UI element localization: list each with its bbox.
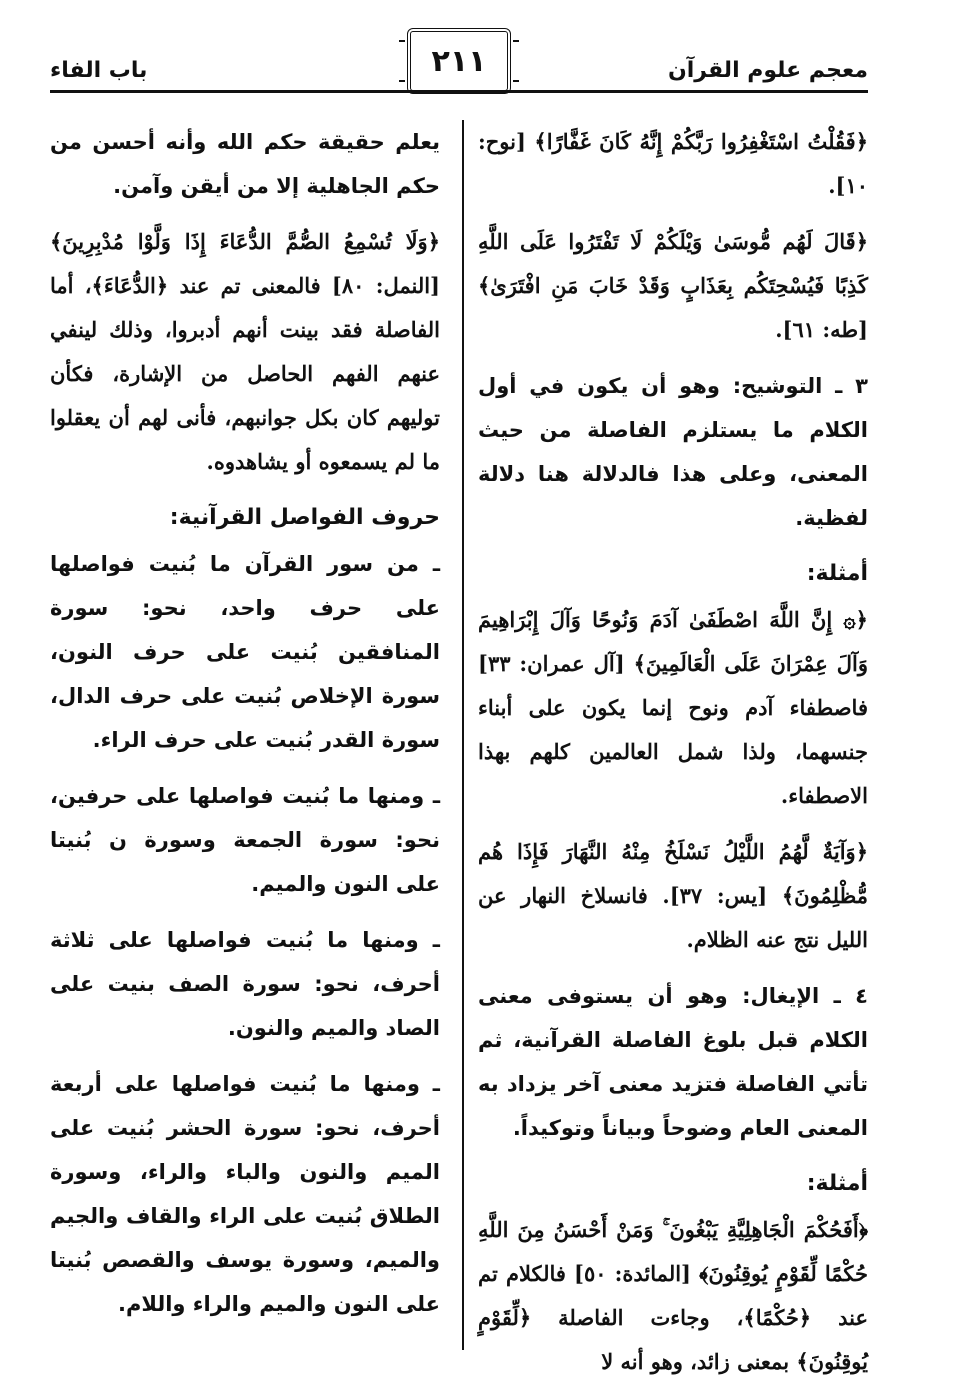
paragraph: يعلم حقيقة حكم الله وأنه أحسن من حكم الجاهلية إلا من أيقن وآمن. [50, 130, 440, 198]
chapter-title: باب الفاء [50, 58, 148, 83]
paragraph: ﴿۞ إِنَّ اللَّهَ اصْطَفَىٰ آدَمَ وَنُوحًا وَآلَ إِبْرَاهِيمَ وَآلَ عِمْرَانَ عَلَى الْعَالَمِينَ﴾ [آل عمران: ٣٣] فاصطفاء آدم ونوح إنما يكون على أبناء جنسهما، ولذا شمل العالمين كلهم بهذا الاصطفاء. [478, 607, 868, 808]
page-number: ٢١١ [407, 28, 511, 94]
book-title: معجم علوم القرآن [667, 58, 868, 83]
paragraph: ـ ومنها ما بُنيت فواصلها على ثلاثة أحرف، نحو: سورة الصف بنيت على الصاد والميم والنون. [50, 928, 440, 1040]
paragraph: ﴿فَقُلْتُ اسْتَغْفِرُوا رَبَّكُمْ إِنَّهُ كَانَ غَفَّارًا﴾ [نوح: ١٠]. [478, 129, 868, 198]
paragraph: ـ ومنها ما بُنيت فواصلها على أربعة أحرف، نحو: سورة الحشر بُنيت على الميم والنون والباء والراء، وسورة الطلاق بُنيت على الراء والقاف والجيم والميم، وسورة يوسف والقصص بُنيتا على النون والميم والراء واللام. [50, 1072, 440, 1316]
page-header [50, 28, 868, 92]
paragraph: ﴿قَالَ لَهُم مُّوسَىٰ وَيْلَكُمْ لَا تَفْتَرُوا عَلَى اللَّهِ كَذِبًا فَيُسْحِتَكُم بِعَذَابٍ وَقَدْ خَابَ مَنِ افْتَرَىٰ﴾ [طه: ٦١]. [478, 229, 868, 342]
text-columns [50, 120, 868, 1374]
section-heading: أمثلة: [806, 561, 868, 586]
paragraph: ﴿أَفَحُكْمَ الْجَاهِلِيَّةِ يَبْغُونَ ۚ وَمَنْ أَحْسَنُ مِنَ اللَّهِ حُكْمًا لِّقَوْمٍ يُوقِنُونَ﴾ [المائدة: ٥٠] فالكلام تم عند ﴿حُكْمًا﴾، وجاءت الفاصلة ﴿لِّقَوْمٍ يُوقِنُونَ﴾ بمعنى زائد، وهو أنه لا [478, 1217, 868, 1374]
left-column [50, 120, 440, 1338]
paragraph: ﴿وَلَا تُسْمِعُ الصُّمَّ الدُّعَاءَ إِذَا وَلَّوْا مُدْبِرِينَ﴾ [النمل: ٨٠] فالمعنى تم عند ﴿الدُّعَاءَ﴾، أما الفاصلة فقد بينت أنهم أدبروا، وذلك لينفي عنهم الفهم الحاصل من الإشارة، فكأن توليهم كان بكل جوانبهم، فأنى لهم أن يعقلوا ما لم يسمعوه أو يشاهدوه. [50, 229, 440, 474]
paragraph: ٤ ـ الإيغال: وهو أن يستوفى معنى الكلام قبل بلوغ الفاصلة القرآنية، ثم تأتي الفاصلة فتزيد معنى آخر يزداد به المعنى العام وضوحاً وبياناً وتوكيداً. [478, 984, 868, 1140]
section-heading: أمثلة: [806, 1171, 868, 1196]
right-column [478, 120, 868, 1396]
paragraph: ٣ ـ التوشيح: وهو أن يكون في أول الكلام ما يستلزم الفاصلة من حيث المعنى، وعلى هذا فالدلالة هنا دلالة لفظية. [478, 374, 868, 530]
header-rule [50, 90, 868, 93]
section-heading: حروف الفواصل القرآنية: [169, 505, 440, 530]
paragraph: ﴿وَآيَةٌ لَّهُمُ اللَّيْلُ نَسْلَخُ مِنْهُ النَّهَارَ فَإِذَا هُم مُّظْلِمُونَ﴾ [يس: ٣٧]. فانسلاخ النهار عن الليل نتج عنه الظلام. [478, 839, 868, 952]
paragraph: ـ ومنها ما بُنيت فواصلها على حرفين، نحو: سورة الجمعة وسورة ن بُنيتا على النون والميم. [50, 784, 440, 896]
paragraph: ـ من سور القرآن ما بُنيت فواصلها على حرف واحد، نحو: سورة المنافقين بُنيت على حرف النون، سورة الإخلاص بُنيت على حرف الدال، سورة القدر بُنيت على حرف الراء. [50, 552, 440, 752]
column-divider [462, 120, 464, 1350]
